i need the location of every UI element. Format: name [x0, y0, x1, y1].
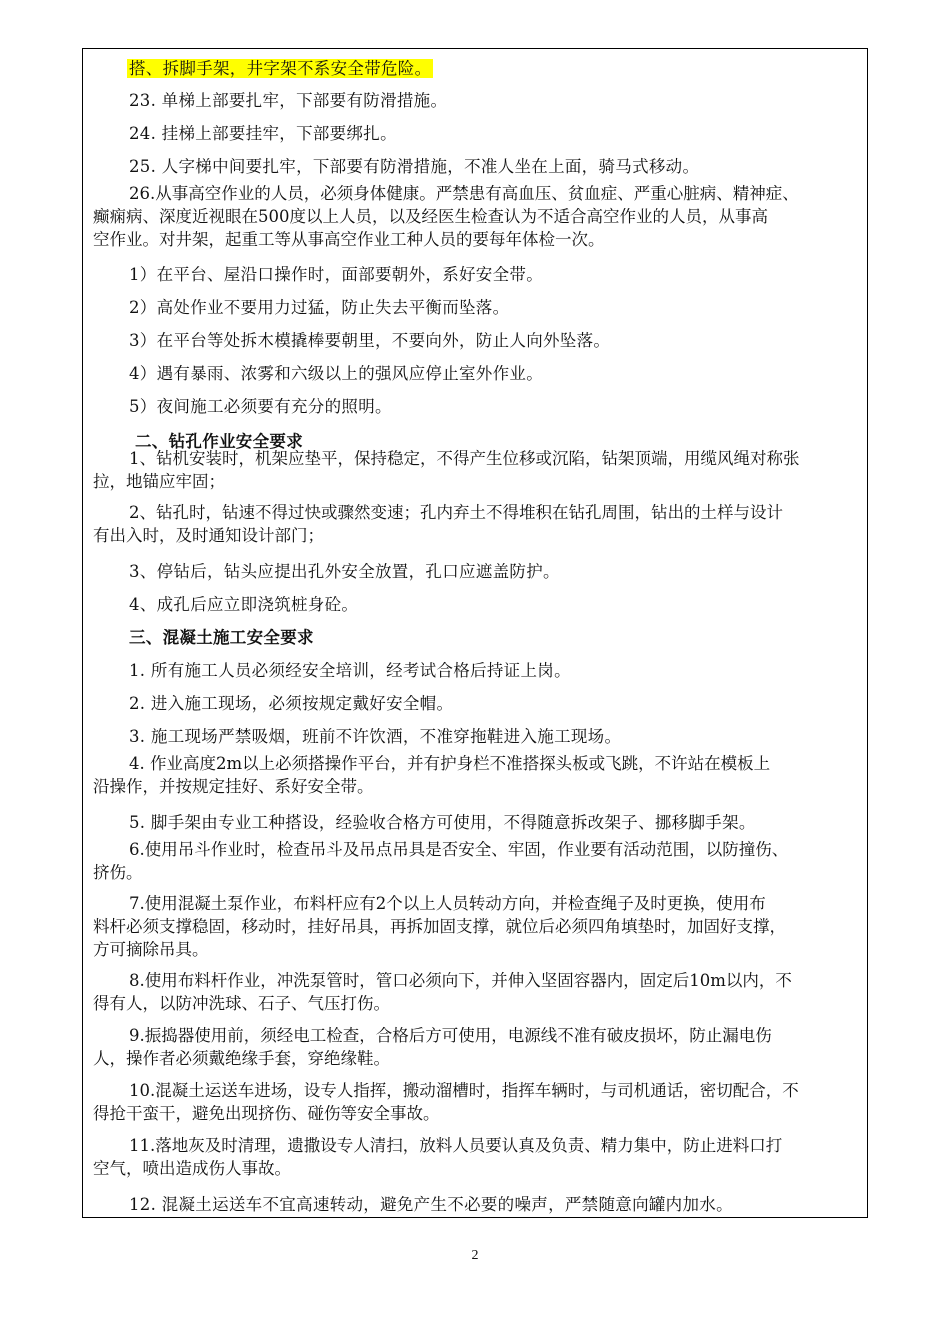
concrete-item-7	[83, 892, 867, 961]
text-line: 8.使用布料杆作业，冲洗泵管时，管口必须向下，并伸入坚固容器内，固定后10m以内，不	[129, 971, 792, 990]
sub-item-2: 2）高处作业不要用力过猛，防止失去平衡而坠落。	[129, 298, 510, 317]
concrete-item-4	[83, 752, 867, 798]
item-24: 24. 挂梯上部要挂牢，下部要绑扎。	[129, 124, 397, 143]
concrete-item-8	[83, 969, 867, 1015]
concrete-item-12: 12. 混凝土运送车不宜高速转动，避免产生不必要的噪声，严禁随意向罐内加水。	[129, 1195, 733, 1214]
item-23: 23. 单梯上部要扎牢，下部要有防滑措施。	[129, 91, 448, 110]
text-line: 26.从事高空作业的人员，必须身体健康。严禁患有高血压、贫血症、严重心脏病、精神症、	[129, 184, 799, 203]
concrete-item-10	[83, 1079, 867, 1125]
text-line: 癫痫病、深度近视眼在500度以上人员，以及经医生检查认为不适合高空作业的人员，从事高	[93, 207, 768, 226]
text-line: 有出入时，及时通知设计部门；	[93, 526, 324, 545]
concrete-item-3: 3. 施工现场严禁吸烟，班前不许饮酒，不准穿拖鞋进入施工现场。	[129, 727, 622, 746]
text-line: 方可摘除吊具。	[93, 940, 209, 959]
text-line: 11.落地灰及时清理，遗撒设专人清扫，放料人员要认真及负责、精力集中，防止进料口打	[129, 1136, 783, 1155]
drill-item-4: 4、成孔后应立即浇筑桩身砼。	[129, 595, 359, 614]
text-line: 10.混凝土运送车进场，设专人指挥，搬动溜槽时，指挥车辆时，与司机通话，密切配合，不	[129, 1081, 799, 1100]
text-line: 沿操作，并按规定挂好、系好安全带。	[93, 777, 374, 796]
highlighted-text: 搭、拆脚手架，井字架不系安全带危险。	[129, 59, 432, 78]
text-line: 1、钻机安装时，机架应垫平，保持稳定，不得产生位移或沉陷，钻架顶端，用缆风绳对称张	[129, 449, 800, 468]
text-line: 人，操作者必须戴绝缘手套，穿绝缘鞋。	[93, 1049, 390, 1068]
drill-item-2	[83, 501, 867, 547]
sub-item-1: 1）在平台、屋沿口操作时，面部要朝外，系好安全带。	[129, 265, 543, 284]
drill-item-3: 3、停钻后，钻头应提出孔外安全放置，孔口应遮盖防护。	[129, 562, 560, 581]
text-line: 挤伤。	[93, 863, 143, 882]
sub-item-5: 5）夜间施工必须要有充分的照明。	[129, 397, 392, 416]
item-26	[83, 182, 867, 251]
text-line: 2、钻孔时，钻速不得过快或骤然变速；孔内弃土不得堆积在钻孔周围，钻出的土样与设计	[129, 503, 783, 522]
text-line: 得有人，以防冲洗球、石子、气压打伤。	[93, 994, 390, 1013]
text-line: 7.使用混凝土泵作业，布料杆应有2个以上人员转动方向，并检查绳子及时更换，使用布	[129, 894, 766, 913]
concrete-item-1: 1. 所有施工人员必须经安全培训，经考试合格后持证上岗。	[129, 661, 571, 680]
page-number: 2	[471, 1248, 479, 1263]
text-line: 6.使用吊斗作业时，检查吊斗及吊点吊具是否安全、牢固，作业要有活动范围，以防撞伤、	[129, 840, 789, 859]
text-line	[127, 55, 911, 79]
concrete-item-11	[83, 1134, 867, 1180]
sub-item-3: 3）在平台等处拆木模撬棒要朝里，不要向外，防止人向外坠落。	[129, 331, 611, 350]
section-heading-drilling: 二、钻孔作业安全要求	[135, 432, 303, 451]
text-line: 4. 作业高度2m以上必须搭操作平台，并有护身栏不准搭探头板或飞跳，不许站在模板上	[129, 754, 771, 773]
text-line: 拉，地锚应牢固；	[93, 472, 225, 491]
concrete-item-9	[83, 1024, 867, 1070]
text-line: 得抢干蛮干，避免出现挤伤、碰伤等安全事故。	[93, 1104, 440, 1123]
section-heading-concrete: 三、混凝土施工安全要求	[129, 628, 314, 647]
drill-item-1	[83, 447, 867, 493]
sub-item-4: 4）遇有暴雨、浓雾和六级以上的强风应停止室外作业。	[129, 364, 543, 383]
concrete-item-5: 5. 脚手架由专业工种搭设，经验收合格方可使用，不得随意拆改架子、挪移脚手架。	[129, 813, 756, 832]
document-frame	[82, 48, 868, 1218]
item-25: 25. 人字梯中间要扎牢，下部要有防滑措施，不准人坐在上面，骑马式移动。	[129, 157, 700, 176]
concrete-item-2: 2. 进入施工现场，必须按规定戴好安全帽。	[129, 694, 454, 713]
text-line: 料杆必须支撑稳固，移动时，挂好吊具，再拆加固支撑，就位后必须四角填垫时，加固好支撑，	[93, 917, 786, 936]
text-line: 9.振捣器使用前，须经电工检查，合格后方可使用，电源线不准有破皮损坏，防止漏电伤	[129, 1026, 772, 1045]
text-line: 空气，喷出造成伤人事故。	[93, 1159, 291, 1178]
concrete-item-6	[83, 838, 867, 884]
text-line: 空作业。对井架，起重工等从事高空作业工种人员的要每年体检一次。	[93, 230, 605, 249]
